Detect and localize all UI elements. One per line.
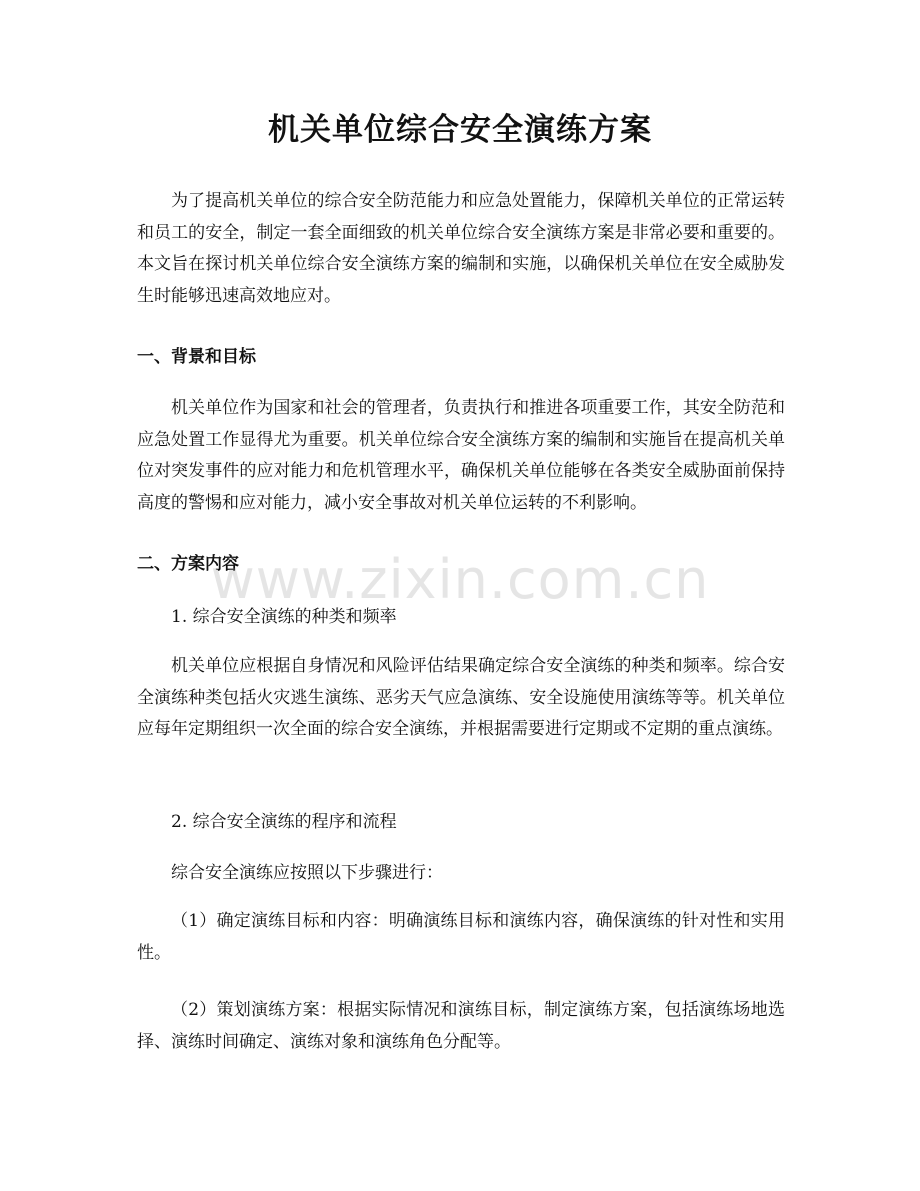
procedure-step-2: （2）策划演练方案：根据实际情况和演练目标，制定演练方案，包括演练场地选择、演练时间确定、演练对象和演练角色分配等。 (137, 1000, 785, 1052)
intro-paragraph: 为了提高机关单位的综合安全防范能力和应急处置能力，保障机关单位的正常运转和员工的安全，制定一套全面细致的机关单位综合安全演练方案是非常必要和重要的。本文旨在探讨机关单位综合安全演练方案的编制和实施，以确保机关单位在安全威胁发生时能够迅速高效地应对。 (137, 191, 785, 306)
section-heading-content: 二、方案内容 (137, 554, 239, 574)
procedure-step-1: （1）确定演练目标和内容：明确演练目标和演练内容，确保演练的针对性和实用性。 (137, 911, 785, 963)
subsection-heading-types: 1. 综合安全演练的种类和频率 (171, 607, 397, 627)
section-heading-background: 一、背景和目标 (137, 347, 256, 367)
document-title: 机关单位综合安全演练方案 (268, 112, 652, 148)
watermark: www.zixin.com.cn (210, 548, 710, 611)
background-paragraph: 机关单位作为国家和社会的管理者，负责执行和推进各项重要工作，其安全防范和应急处置工作显得尤为重要。机关单位综合安全演练方案的编制和实施旨在提高机关单位对突发事件的应对能力和危机管理水平，确保机关单位能够在各类安全威胁面前保持高度的警惕和应对能力，减小安全事故对机关单位运转的不利影响。 (137, 398, 785, 513)
subsection-heading-procedure: 2. 综合安全演练的程序和流程 (171, 812, 397, 832)
types-paragraph: 机关单位应根据自身情况和风险评估结果确定综合安全演练的种类和频率。综合安全演练种类包括火灾逃生演练、恶劣天气应急演练、安全设施使用演练等等。机关单位应每年定期组织一次全面的综合安全演练，并根据需要进行定期或不定期的重点演练。 (137, 656, 785, 739)
procedure-intro: 综合安全演练应按照以下步骤进行： (171, 863, 443, 883)
